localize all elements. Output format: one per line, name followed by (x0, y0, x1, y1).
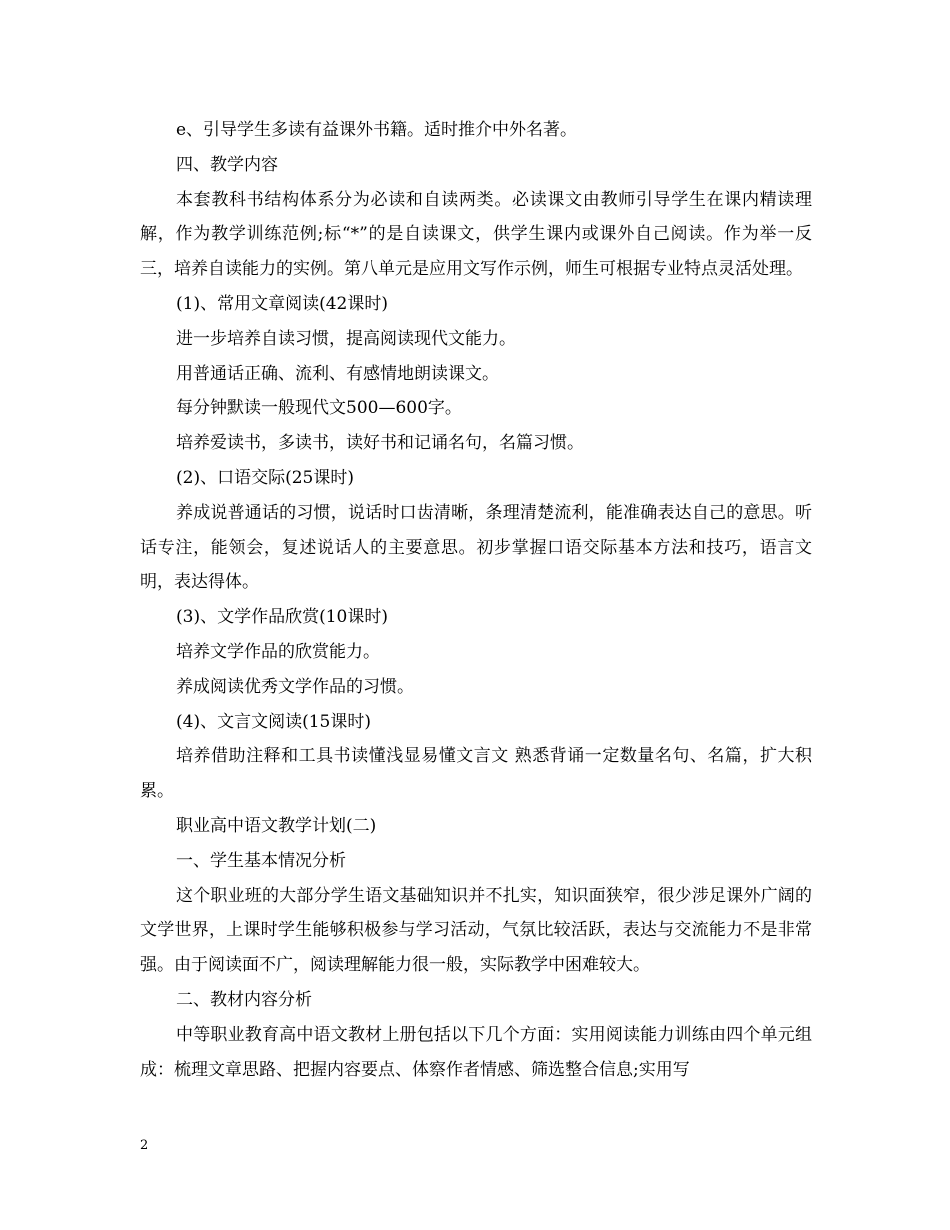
paragraph: 培养借助注释和工具书读懂浅显易懂文言文 熟悉背诵一定数量名句、名篇，扩大积累。 (140, 746, 812, 802)
paragraph: 中等职业教育高中语文教材上册包括以下几个方面：实用阅读能力训练由四个单元组成：梳理文章思路、把握内容要点、体察作者情感、筛选整合信息;实用写 (140, 1024, 812, 1080)
paragraph: 本套教科书结构体系分为必读和自读两类。必读课文由教师引导学生在课内精读理解，作为教学训练范例;标“*”的是自读课文，供学生课内或课外自己阅读。作为举一反三，培养自读能力的实例。第八单元是应用文写作示例，师生可根据专业特点灵活处理。 (140, 189, 812, 280)
subsection-heading: (4)、文言文阅读(15课时) (176, 711, 371, 732)
paragraph: e、引导学生多读有益课外书籍。适时推介中外名著。 (176, 120, 578, 140)
section-heading: 四、教学内容 (176, 154, 278, 175)
paragraph: 养成阅读优秀文学作品的习惯。 (176, 676, 414, 697)
section-heading: 一、学生基本情况分析 (176, 850, 346, 871)
page-number: 2 (140, 1138, 149, 1153)
section-heading: 二、教材内容分析 (176, 989, 312, 1010)
paragraph: 这个职业班的大部分学生语文基础知识并不扎实，知识面狭窄，很少涉足课外广阔的文学世界，上课时学生能够积极参与学习活动，气氛比较活跃，表达与交流能力不是非常强。由于阅读面不广，阅读理解能力很一般，实际教学中困难较大。 (140, 885, 812, 976)
paragraph: 培养爱读书，多读书，读好书和记诵名句，名篇习惯。 (176, 433, 584, 454)
document-body (140, 113, 812, 1087)
document-title: 职业高中语文教学计划(二) (176, 815, 377, 836)
subsection-heading: (3)、文学作品欣赏(10课时) (176, 607, 388, 628)
paragraph: 用普通话正确、流利、有感情地朗读课文。 (176, 363, 499, 384)
paragraph: 养成说普通话的习惯，说话时口齿清晰，条理清楚流利，能准确表达自己的意思。听话专注，能领会，复述说话人的主要意思。初步掌握口语交际基本方法和技巧，语言文明，表达得体。 (140, 502, 812, 593)
paragraph: 进一步培养自读习惯，提高阅读现代文能力。 (176, 328, 516, 349)
subsection-heading: (1)、常用文章阅读(42课时) (176, 293, 388, 314)
paragraph: 每分钟默读一般现代文500—600字。 (176, 398, 462, 419)
subsection-heading: (2)、口语交际(25课时) (176, 467, 354, 488)
paragraph: 培养文学作品的欣赏能力。 (176, 641, 380, 662)
